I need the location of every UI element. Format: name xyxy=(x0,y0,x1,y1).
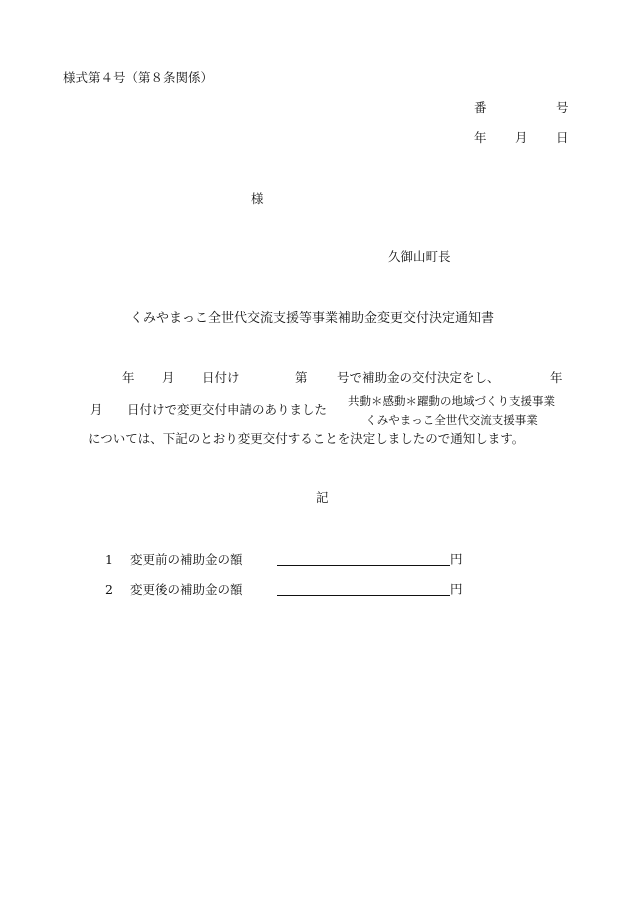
reference-number-label-right: 号 xyxy=(556,100,569,115)
body-line3: については、下記のとおり変更交付することを決定しましたので通知します。 xyxy=(88,431,525,446)
body-line1-year: 年 xyxy=(122,370,135,385)
body-line2-text: 日付けで変更交付申請のありました xyxy=(127,402,328,417)
amount-item-before xyxy=(105,553,463,566)
reference-number-label-left: 番 xyxy=(474,100,487,115)
project-name-line1: 共動＊感動＊躍動の地域づくり支援事業 xyxy=(348,394,555,408)
item-label: 変更後の補助金の額 xyxy=(130,581,243,597)
amount-item-after xyxy=(105,583,463,596)
project-name-block xyxy=(348,392,555,430)
amount-blank-line[interactable] xyxy=(277,583,450,596)
ki-heading: 記 xyxy=(316,490,329,505)
amount-blank-line[interactable] xyxy=(277,553,450,566)
issuer-name: 久御山町長 xyxy=(388,249,451,264)
date-day-label: 日 xyxy=(556,130,569,145)
item-unit: 円 xyxy=(450,551,463,567)
project-name-line2: くみやまっこ全世代交流支援事業 xyxy=(365,413,538,427)
item-unit: 円 xyxy=(450,581,463,597)
item-number: 2 xyxy=(105,581,113,597)
date-month-label: 月 xyxy=(515,130,528,145)
body-line1-month: 月 xyxy=(162,370,175,385)
body-line2-month: 月 xyxy=(90,402,103,417)
body-line1-dai: 第 xyxy=(295,370,308,385)
body-line1-day: 日付け xyxy=(202,370,240,385)
body-line1-text: 号で補助金の交付決定をし、 xyxy=(337,370,500,385)
date-year-label: 年 xyxy=(474,130,487,145)
item-number: 1 xyxy=(105,551,113,567)
form-number: 様式第４号（第８条関係） xyxy=(63,70,214,85)
document-title: くみやまっこ全世代交流支援等事業補助金変更交付決定通知書 xyxy=(130,311,495,326)
addressee-suffix: 様 xyxy=(251,191,264,206)
body-line1-year2: 年 xyxy=(550,370,563,385)
item-label: 変更前の補助金の額 xyxy=(130,551,243,567)
